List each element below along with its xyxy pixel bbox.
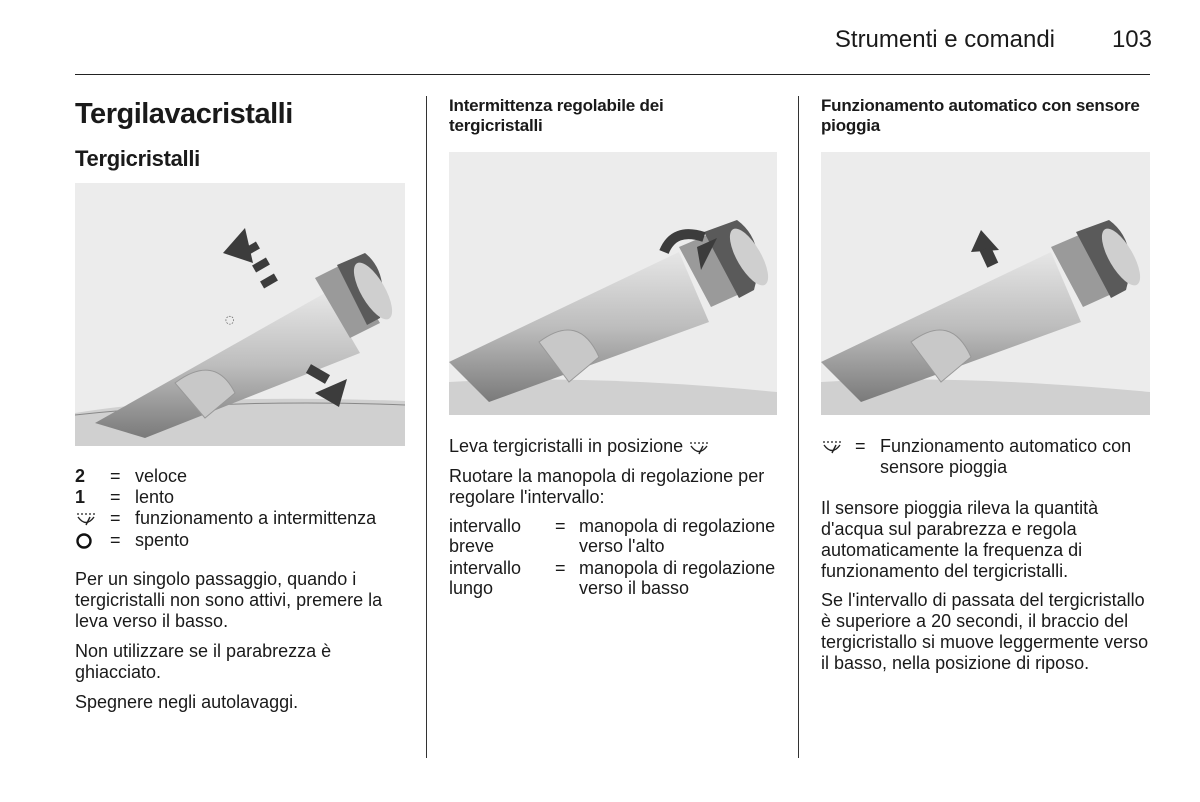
legend-key: 1 [75,487,86,507]
wiper-interval-icon [75,508,97,528]
wiper-positions-legend [75,466,405,556]
arrow-up-icon [223,228,278,288]
column-divider-2 [798,96,799,758]
legend-text: lento [135,487,175,507]
term-long: intervallo lungo [449,558,522,598]
header-divider [75,74,1150,75]
wiper-interval-icon [688,439,710,456]
section-title: Tergilavacristalli [75,98,293,130]
ice-warning-paragraph: Non utilizzare se il parabrezza è ghiacciato. [75,641,332,682]
interval-caption [449,436,779,457]
auto-mode-text: Funzionamento automatico con sensore pioggia [880,436,1132,477]
car-wash-paragraph: Spegnere negli autolavaggi. [75,692,299,712]
page-number: 103 [1111,26,1152,53]
single-wipe-paragraph: Per un singolo passaggio, quando i tergicristalli non sono attivi, premere la leva verso il basso. [75,569,383,631]
interval-knob-figure [449,152,777,415]
desc-short: manopola di regolazione verso l'alto [579,516,776,556]
caption-text: Leva tergicristalli in posizione [449,436,684,456]
off-circle-icon [75,530,93,550]
auto-mode-legend [821,436,1151,480]
svg-text:◌: ◌ [225,313,235,326]
section-title: Intermittenza regolabile dei tergicristalli [449,96,664,135]
term-short: intervallo breve [449,516,522,556]
rest-position-paragraph: Se l'intervallo di passata del tergicristallo è superiore a 20 secondi, il braccio del tergicristallo si muove leggermente verso il basso, nella posizione di riposo. [821,590,1149,673]
legend-text: veloce [135,466,188,486]
running-header-title: Strumenti e comandi [834,26,1055,53]
equals: = [555,558,566,578]
column-divider-1 [426,96,427,758]
legend-text: funzionamento a intermittenza [135,508,377,528]
wiper-interval-icon [821,438,843,456]
legend-equals: = [110,466,121,486]
section-title: Funzionamento automatico con sensore pioggia [821,96,1140,135]
legend-key: 2 [75,466,86,486]
rain-sensor-paragraph: Il sensore pioggia rileva la quantità d'acqua sul parabrezza e regola automaticamente la frequenza di funzionamento del tergicristalli. [821,498,1099,581]
wiper-lever-figure [75,183,405,446]
legend-equals: = [855,436,866,456]
equals: = [555,516,566,536]
desc-long: manopola di regolazione verso il basso [579,558,776,598]
legend-equals: = [110,508,121,528]
arrow-up-icon [971,230,999,268]
intro-paragraph: Ruotare la manopola di regolazione per regolare l'intervallo: [449,466,765,507]
subsection-title: Tergicristalli [75,146,200,171]
legend-text: spento [135,530,190,550]
legend-equals: = [110,530,121,550]
legend-equals: = [110,487,121,507]
rain-sensor-lever-figure [821,152,1150,415]
